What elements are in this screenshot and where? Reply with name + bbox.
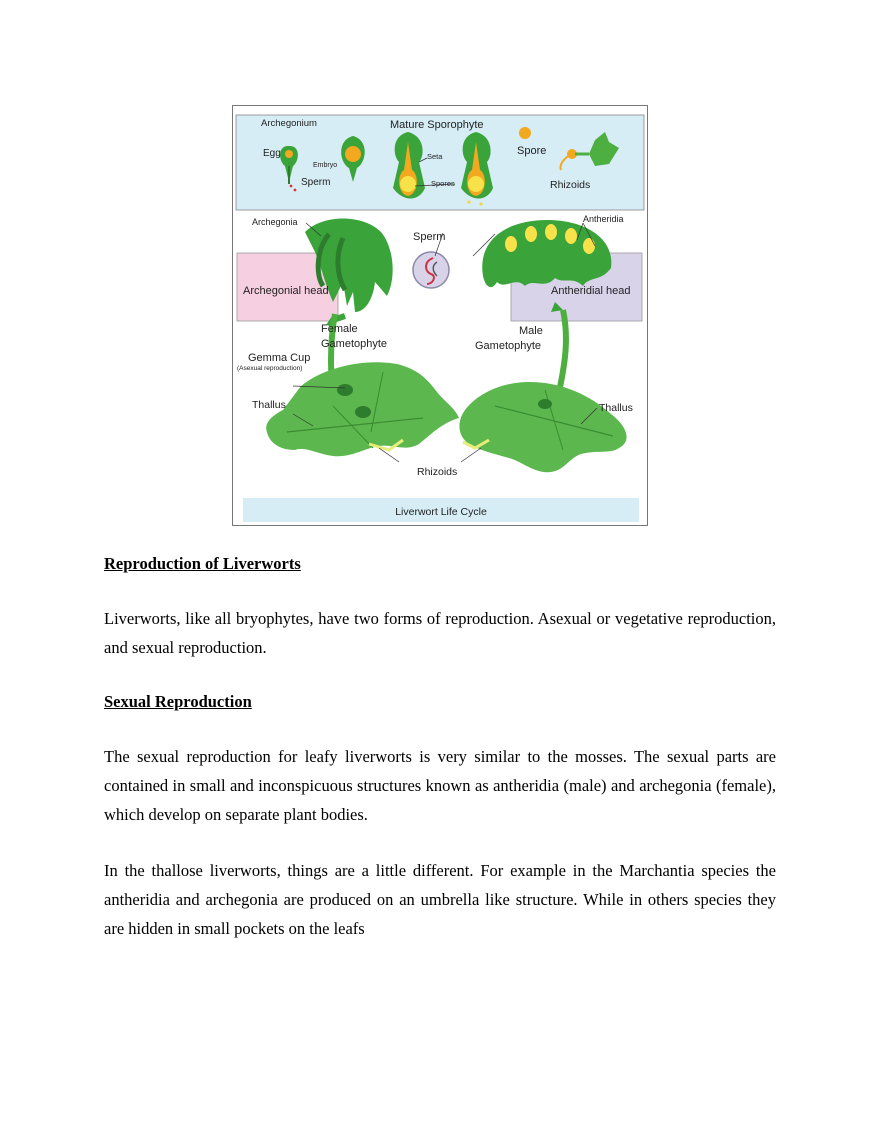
label-archegonial-head: Archegonial head bbox=[243, 285, 329, 297]
label-rhizoids-bottom: Rhizoids bbox=[417, 466, 458, 478]
label-spores: Spores bbox=[431, 179, 455, 188]
label-embryo: Embryo bbox=[313, 162, 338, 169]
spore-dot bbox=[519, 127, 531, 139]
label-rhizoids-top: Rhizoids bbox=[550, 179, 591, 191]
label-spore: Spore bbox=[517, 145, 547, 157]
label-male-gametophyte: Gametophyte bbox=[475, 340, 542, 352]
label-seta: Seta bbox=[427, 152, 443, 161]
label-thallus-left: Thallus bbox=[252, 399, 286, 411]
label-sperm-top: Sperm bbox=[301, 177, 331, 188]
label-asexual-reproduction: (Asexual reproduction) bbox=[237, 365, 303, 372]
paragraph-forms-of-reproduction: Liverworts, like all bryophytes, have two forms of reproduction. Asexual or vegetative reproduction, and sexual reproduction. bbox=[104, 609, 776, 657]
male-stalk bbox=[559, 310, 566, 392]
label-female: Female bbox=[321, 323, 358, 335]
female-thallus-illustration bbox=[266, 362, 459, 456]
label-archegonium: Archegonium bbox=[261, 118, 317, 129]
label-egg: Egg bbox=[263, 148, 281, 159]
label-male: Male bbox=[519, 325, 543, 337]
label-sperm-mid: Sperm bbox=[413, 231, 446, 243]
label-thallus-right: Thallus bbox=[599, 402, 633, 414]
life-cycle-diagram bbox=[233, 106, 647, 525]
label-gemma-cup: Gemma Cup bbox=[248, 352, 311, 364]
heading-sexual-reproduction: Sexual Reproduction bbox=[104, 692, 252, 711]
sperm-bubble bbox=[413, 252, 449, 288]
figure-caption: Liverwort Life Cycle bbox=[395, 506, 487, 518]
label-antheridial-head: Antheridial head bbox=[551, 285, 631, 297]
paragraph-leafy-liverworts: The sexual reproduction for leafy liverworts is very similar to the mosses. The sexual parts are contained in small and inconspicuous structures known as antheridia (male) and archegonia (female), which develop on separate plant bodies. bbox=[104, 747, 776, 824]
label-mature-sporophyte: Mature Sporophyte bbox=[390, 119, 484, 131]
male-thallus-illustration bbox=[459, 382, 626, 472]
label-antheridia: Antheridia bbox=[583, 214, 624, 224]
label-female-gametophyte: Gametophyte bbox=[321, 338, 388, 350]
liverwort-life-cycle-figure bbox=[232, 105, 648, 526]
paragraph-thallose-liverworts: In the thallose liverworts, things are a little different. For example in the Marchantia species the antheridia and archegonia are produced on an umbrella like structure. While in others species they are hidden in small pockets on the leafs bbox=[104, 861, 776, 938]
heading-reproduction-of-liverworts: Reproduction of Liverworts bbox=[104, 554, 301, 573]
label-archegonia: Archegonia bbox=[252, 217, 298, 227]
